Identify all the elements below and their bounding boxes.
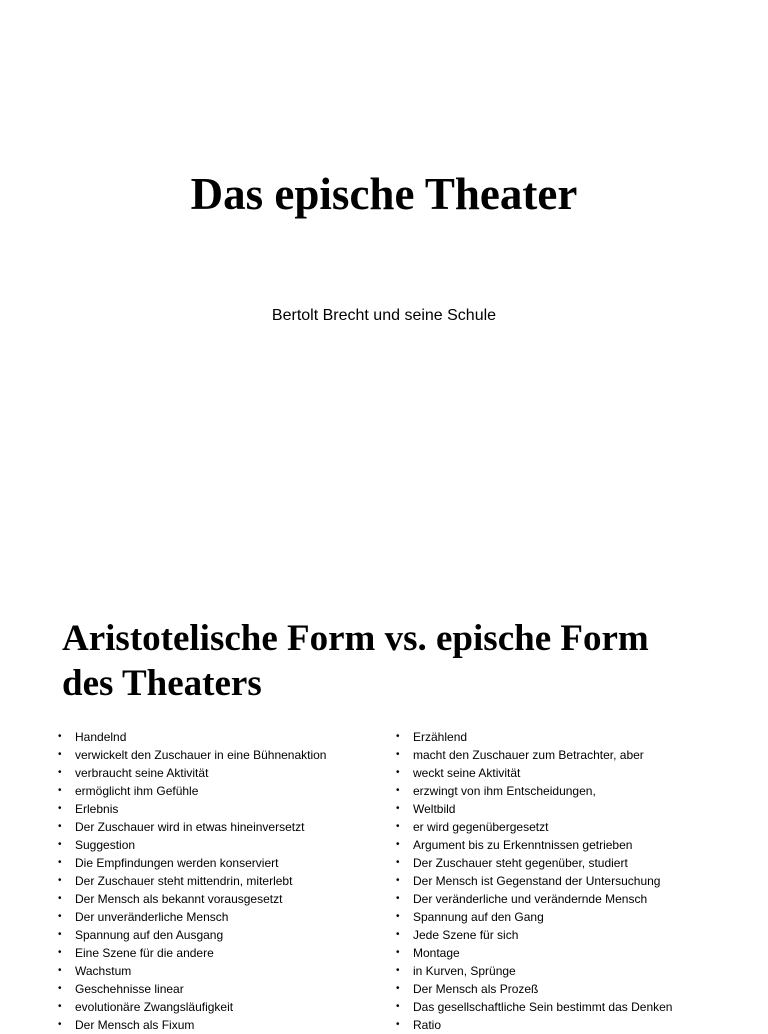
epic-form-item-text: Spannung auf den Gang <box>413 910 544 924</box>
aristotelian-form-item-text: ermöglicht ihm Gefühle <box>75 784 199 798</box>
aristotelian-form-list <box>58 728 388 1034</box>
comparison-title <box>62 616 752 706</box>
epic-form-item <box>396 980 736 998</box>
epic-form-item-text: Das gesellschaftliche Sein bestimmt das Denken <box>413 1000 673 1014</box>
aristotelian-form-item-text: evolutionäre Zwangsläufigkeit <box>75 1000 234 1014</box>
bullet-icon: • <box>396 857 400 868</box>
bullet-icon: • <box>58 1001 62 1012</box>
epic-form-item <box>396 728 736 746</box>
bullet-icon: • <box>396 983 400 994</box>
bullet-icon: • <box>58 911 62 922</box>
bullet-icon: • <box>396 731 400 742</box>
epic-form-item-text: Der Zuschauer steht gegenüber, studiert <box>413 856 628 870</box>
bullet-icon: • <box>396 929 400 940</box>
aristotelian-form-item-text: Suggestion <box>75 838 136 852</box>
aristotelian-form-item-text: Erlebnis <box>75 802 119 816</box>
bullet-icon: • <box>396 785 400 796</box>
bullet-icon: • <box>58 731 62 742</box>
presentation-title: Das epische Theater <box>190 169 578 219</box>
bullet-icon: • <box>58 947 62 958</box>
bullet-icon: • <box>58 839 62 850</box>
aristotelian-form-item-text: Der Zuschauer steht mittendrin, miterlebt <box>75 874 293 888</box>
epic-form-item-text: Weltbild <box>413 802 456 816</box>
bullet-icon: • <box>58 875 62 886</box>
epic-form-item <box>396 872 736 890</box>
aristotelian-form-item-text: verwickelt den Zuschauer in eine Bühnenaktion <box>75 748 327 762</box>
comparison-title-line-1: Aristotelische Form vs. epische Form <box>62 618 649 659</box>
epic-form-item-text: in Kurven, Sprünge <box>413 964 516 978</box>
aristotelian-form-item <box>58 908 388 926</box>
comparison-slide <box>0 576 768 1032</box>
aristotelian-form-item-text: Handelnd <box>75 730 127 744</box>
aristotelian-form-item <box>58 764 388 782</box>
epic-form-item-text: er wird gegenübergesetzt <box>413 820 549 834</box>
epic-form-item-text: Erzählend <box>413 730 468 744</box>
bullet-icon: • <box>58 821 62 832</box>
epic-form-item-text: macht den Zuschauer zum Betrachter, aber <box>413 748 644 762</box>
epic-form-item <box>396 944 736 962</box>
bullet-icon: • <box>396 911 400 922</box>
bullet-icon: • <box>396 875 400 886</box>
bullet-icon: • <box>396 893 400 904</box>
epic-form-item-text: Der Mensch ist Gegenstand der Untersuchung <box>413 874 661 888</box>
bullet-icon: • <box>396 1001 400 1012</box>
epic-form-item <box>396 1016 736 1034</box>
epic-form-item <box>396 800 736 818</box>
epic-form-item <box>396 836 736 854</box>
epic-form-item <box>396 998 736 1016</box>
aristotelian-form-item <box>58 1016 388 1034</box>
epic-form-item <box>396 908 736 926</box>
aristotelian-form-item <box>58 980 388 998</box>
bullet-icon: • <box>58 1019 62 1030</box>
epic-form-item <box>396 926 736 944</box>
bullet-icon: • <box>396 803 400 814</box>
aristotelian-form-item <box>58 944 388 962</box>
epic-form-item <box>396 764 736 782</box>
aristotelian-form-item <box>58 728 388 746</box>
epic-form-item <box>396 818 736 836</box>
comparison-title-line-2: des Theaters <box>62 663 262 704</box>
aristotelian-form-item-text: Der unveränderliche Mensch <box>75 910 229 924</box>
epic-form-item-text: Der Mensch als Prozeß <box>413 982 539 996</box>
bullet-icon: • <box>396 965 400 976</box>
bullet-icon: • <box>58 785 62 796</box>
aristotelian-form-item <box>58 854 388 872</box>
bullet-icon: • <box>58 767 62 778</box>
aristotelian-form-item-text: Die Empfindungen werden konserviert <box>75 856 279 870</box>
bullet-icon: • <box>58 749 62 760</box>
epic-form-item <box>396 890 736 908</box>
bullet-icon: • <box>58 983 62 994</box>
aristotelian-form-item <box>58 890 388 908</box>
aristotelian-form-item-text: Eine Szene für die andere <box>75 946 214 960</box>
bullet-icon: • <box>58 893 62 904</box>
bullet-icon: • <box>58 965 62 976</box>
presentation-subtitle: Bertolt Brecht und seine Schule <box>271 307 497 324</box>
aristotelian-form-item <box>58 872 388 890</box>
aristotelian-form-item <box>58 926 388 944</box>
aristotelian-form-item <box>58 836 388 854</box>
aristotelian-form-item <box>58 746 388 764</box>
bullet-icon: • <box>58 857 62 868</box>
epic-form-item-text: weckt seine Aktivität <box>413 766 521 780</box>
epic-form-item <box>396 746 736 764</box>
epic-form-item-text: Argument bis zu Erkenntnissen getrieben <box>413 838 633 852</box>
bullet-icon: • <box>58 929 62 940</box>
aristotelian-form-item-text: Der Zuschauer wird in etwas hineinversetzt <box>75 820 305 834</box>
bullet-icon: • <box>58 803 62 814</box>
bullet-icon: • <box>396 1019 400 1030</box>
epic-form-item <box>396 782 736 800</box>
epic-form-item <box>396 962 736 980</box>
aristotelian-form-item <box>58 962 388 980</box>
bullet-icon: • <box>396 767 400 778</box>
epic-form-item-text: Montage <box>413 946 460 960</box>
bullet-icon: • <box>396 749 400 760</box>
epic-form-item-text: erzwingt von ihm Entscheidungen, <box>413 784 596 798</box>
aristotelian-form-item <box>58 800 388 818</box>
aristotelian-form-item <box>58 818 388 836</box>
aristotelian-form-item-text: verbraucht seine Aktivität <box>75 766 209 780</box>
bullet-icon: • <box>396 821 400 832</box>
bullet-icon: • <box>396 947 400 958</box>
epic-form-item-text: Jede Szene für sich <box>413 928 519 942</box>
aristotelian-form-item-text: Geschehnisse linear <box>75 982 184 996</box>
aristotelian-form-item <box>58 998 388 1016</box>
aristotelian-form-item-text: Der Mensch als Fixum <box>75 1018 195 1032</box>
aristotelian-form-item-text: Der Mensch als bekannt vorausgesetzt <box>75 892 283 906</box>
epic-form-item <box>396 854 736 872</box>
aristotelian-form-item <box>58 782 388 800</box>
epic-form-item-text: Ratio <box>413 1018 442 1032</box>
aristotelian-form-item-text: Spannung auf den Ausgang <box>75 928 224 942</box>
epic-form-list <box>396 728 736 1034</box>
aristotelian-form-item-text: Wachstum <box>75 964 132 978</box>
bullet-icon: • <box>396 839 400 850</box>
epic-form-item-text: Der veränderliche und verändernde Mensch <box>413 892 648 906</box>
